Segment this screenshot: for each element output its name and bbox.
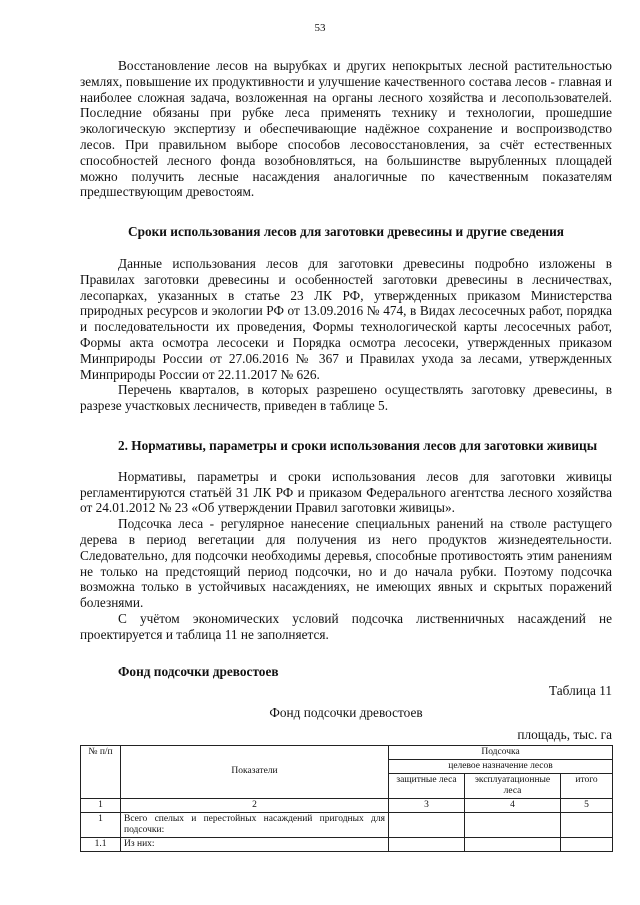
column-number: 2 [121, 798, 389, 812]
table-column-numbers-row [81, 798, 613, 812]
row-label: Из них: [121, 837, 389, 851]
row-num: 1.1 [81, 837, 121, 851]
row-label: Всего спелых и перестойных насаждений пригодных для подсочки: [121, 812, 389, 837]
paragraph-tapping-definition: Подсочка леса - регулярное нанесение специальных ранений на стволе растущего дерева в период вегетации для получения из него продуктов жизнедеятельности. Следовательно, для подсочки необходимы деревья, способные противостоять этим ранениям не только на предстоящий период подсочки, но и до начала рубки. Поэтому подсочка возможна только в устойчивых насаждениях, не имеющих явных и скрытых поражений болезнями. [80, 516, 612, 611]
heading-resin-standards: 2. Нормативы, параметры и сроки использования лесов для заготовки живицы [118, 437, 598, 453]
header-protective: защитные леса [389, 773, 465, 798]
column-number: 1 [81, 798, 121, 812]
page-number: 53 [314, 22, 326, 34]
paragraph-reforestation: Восстановление лесов на вырубках и других непокрытых лесной растительностью землях, повышение их продуктивности и улучшение качественного состава лесов - главная и наиболее сложная задача, возложенная на органы лесного хозяйства и лесопользователей. Последние обязаны при рубке леса применять технику и технологии, прошедшие экологическую экспертизу и обеспечивающие надёжное сохранение и воспроизводство лесов. При правильном выборе способов лесовосстановления, за счёт естественных способностей лесного фонда возобновляться, на большинстве вырубленных площадей можно получить лесные насаждения аналогичные по качественным показателям предшествующим древостоям. [80, 58, 612, 200]
column-number: 5 [561, 798, 613, 812]
paragraph-quarters-list: Перечень кварталов, в которых разрешено осуществлять заготовку древесины, в разрезе участковых лесничеств, приведен в таблице 5. [80, 382, 612, 414]
header-total: итого [561, 773, 613, 798]
header-purpose: целевое назначение лесов [389, 759, 613, 773]
row-value-total [561, 812, 613, 837]
table-header-row [81, 745, 613, 759]
table-row [81, 837, 613, 851]
heading-wood-harvest-terms: Сроки использования лесов для заготовки древесины и другие сведения [127, 224, 565, 240]
row-value-total [561, 837, 613, 851]
header-exploitation: эксплуатационные леса [465, 773, 561, 798]
table-caption: Фонд подсочки древостоев [269, 705, 423, 721]
table-unit: площадь, тыс. га [517, 726, 612, 742]
row-num: 1 [81, 812, 121, 837]
table-row [81, 812, 613, 837]
paragraph-resin-regulation: Нормативы, параметры и сроки использования лесов для заготовки живицы регламентируются статьёй 31 ЛК РФ и приказом Федерального агентства лесного хозяйства от 24.01.2012 № 23 «Об утверждении Правил заготовки живицы». [80, 468, 612, 516]
heading-tapping-fund: Фонд подсочки древостоев [118, 663, 279, 679]
header-tapping: Подсочка [389, 745, 613, 759]
document-body [80, 58, 612, 852]
paragraph-larch-note: С учётом экономических условий подсочка лиственничных насаждений не проектируется и таблица 11 не заполняется. [80, 610, 612, 642]
row-value-protective [389, 812, 465, 837]
header-indicators: Показатели [121, 745, 389, 798]
row-value-exploitation [465, 837, 561, 851]
column-number: 3 [389, 798, 465, 812]
paragraph-harvest-rules: Данные использования лесов для заготовки древесины подробно изложены в Правилах заготовки древесины и особенностей заготовки древесины в лесничествах, лесопарках, указанных в статье 23 ЛК РФ, утвержденных приказом Министерства природных ресурсов и экологии РФ от 13.09.2016 № 474, в Видах лесосечных работ, порядка и последовательности их проведения, Формы технологической карты лесосечных работ, Формы акта осмотра лесосеки и Порядка осмотра лесосеки, утвержденных приказом Минприроды России от 27.06.2016 № 367 и Правилах ухода за лесами, утвержденных Минприроды России от 22.11.2017 № 626. [80, 255, 612, 382]
header-num: № п/п [81, 745, 121, 798]
column-number: 4 [465, 798, 561, 812]
row-value-protective [389, 837, 465, 851]
table-label: Таблица 11 [548, 683, 612, 699]
tapping-fund-table [80, 745, 613, 852]
row-value-exploitation [465, 812, 561, 837]
